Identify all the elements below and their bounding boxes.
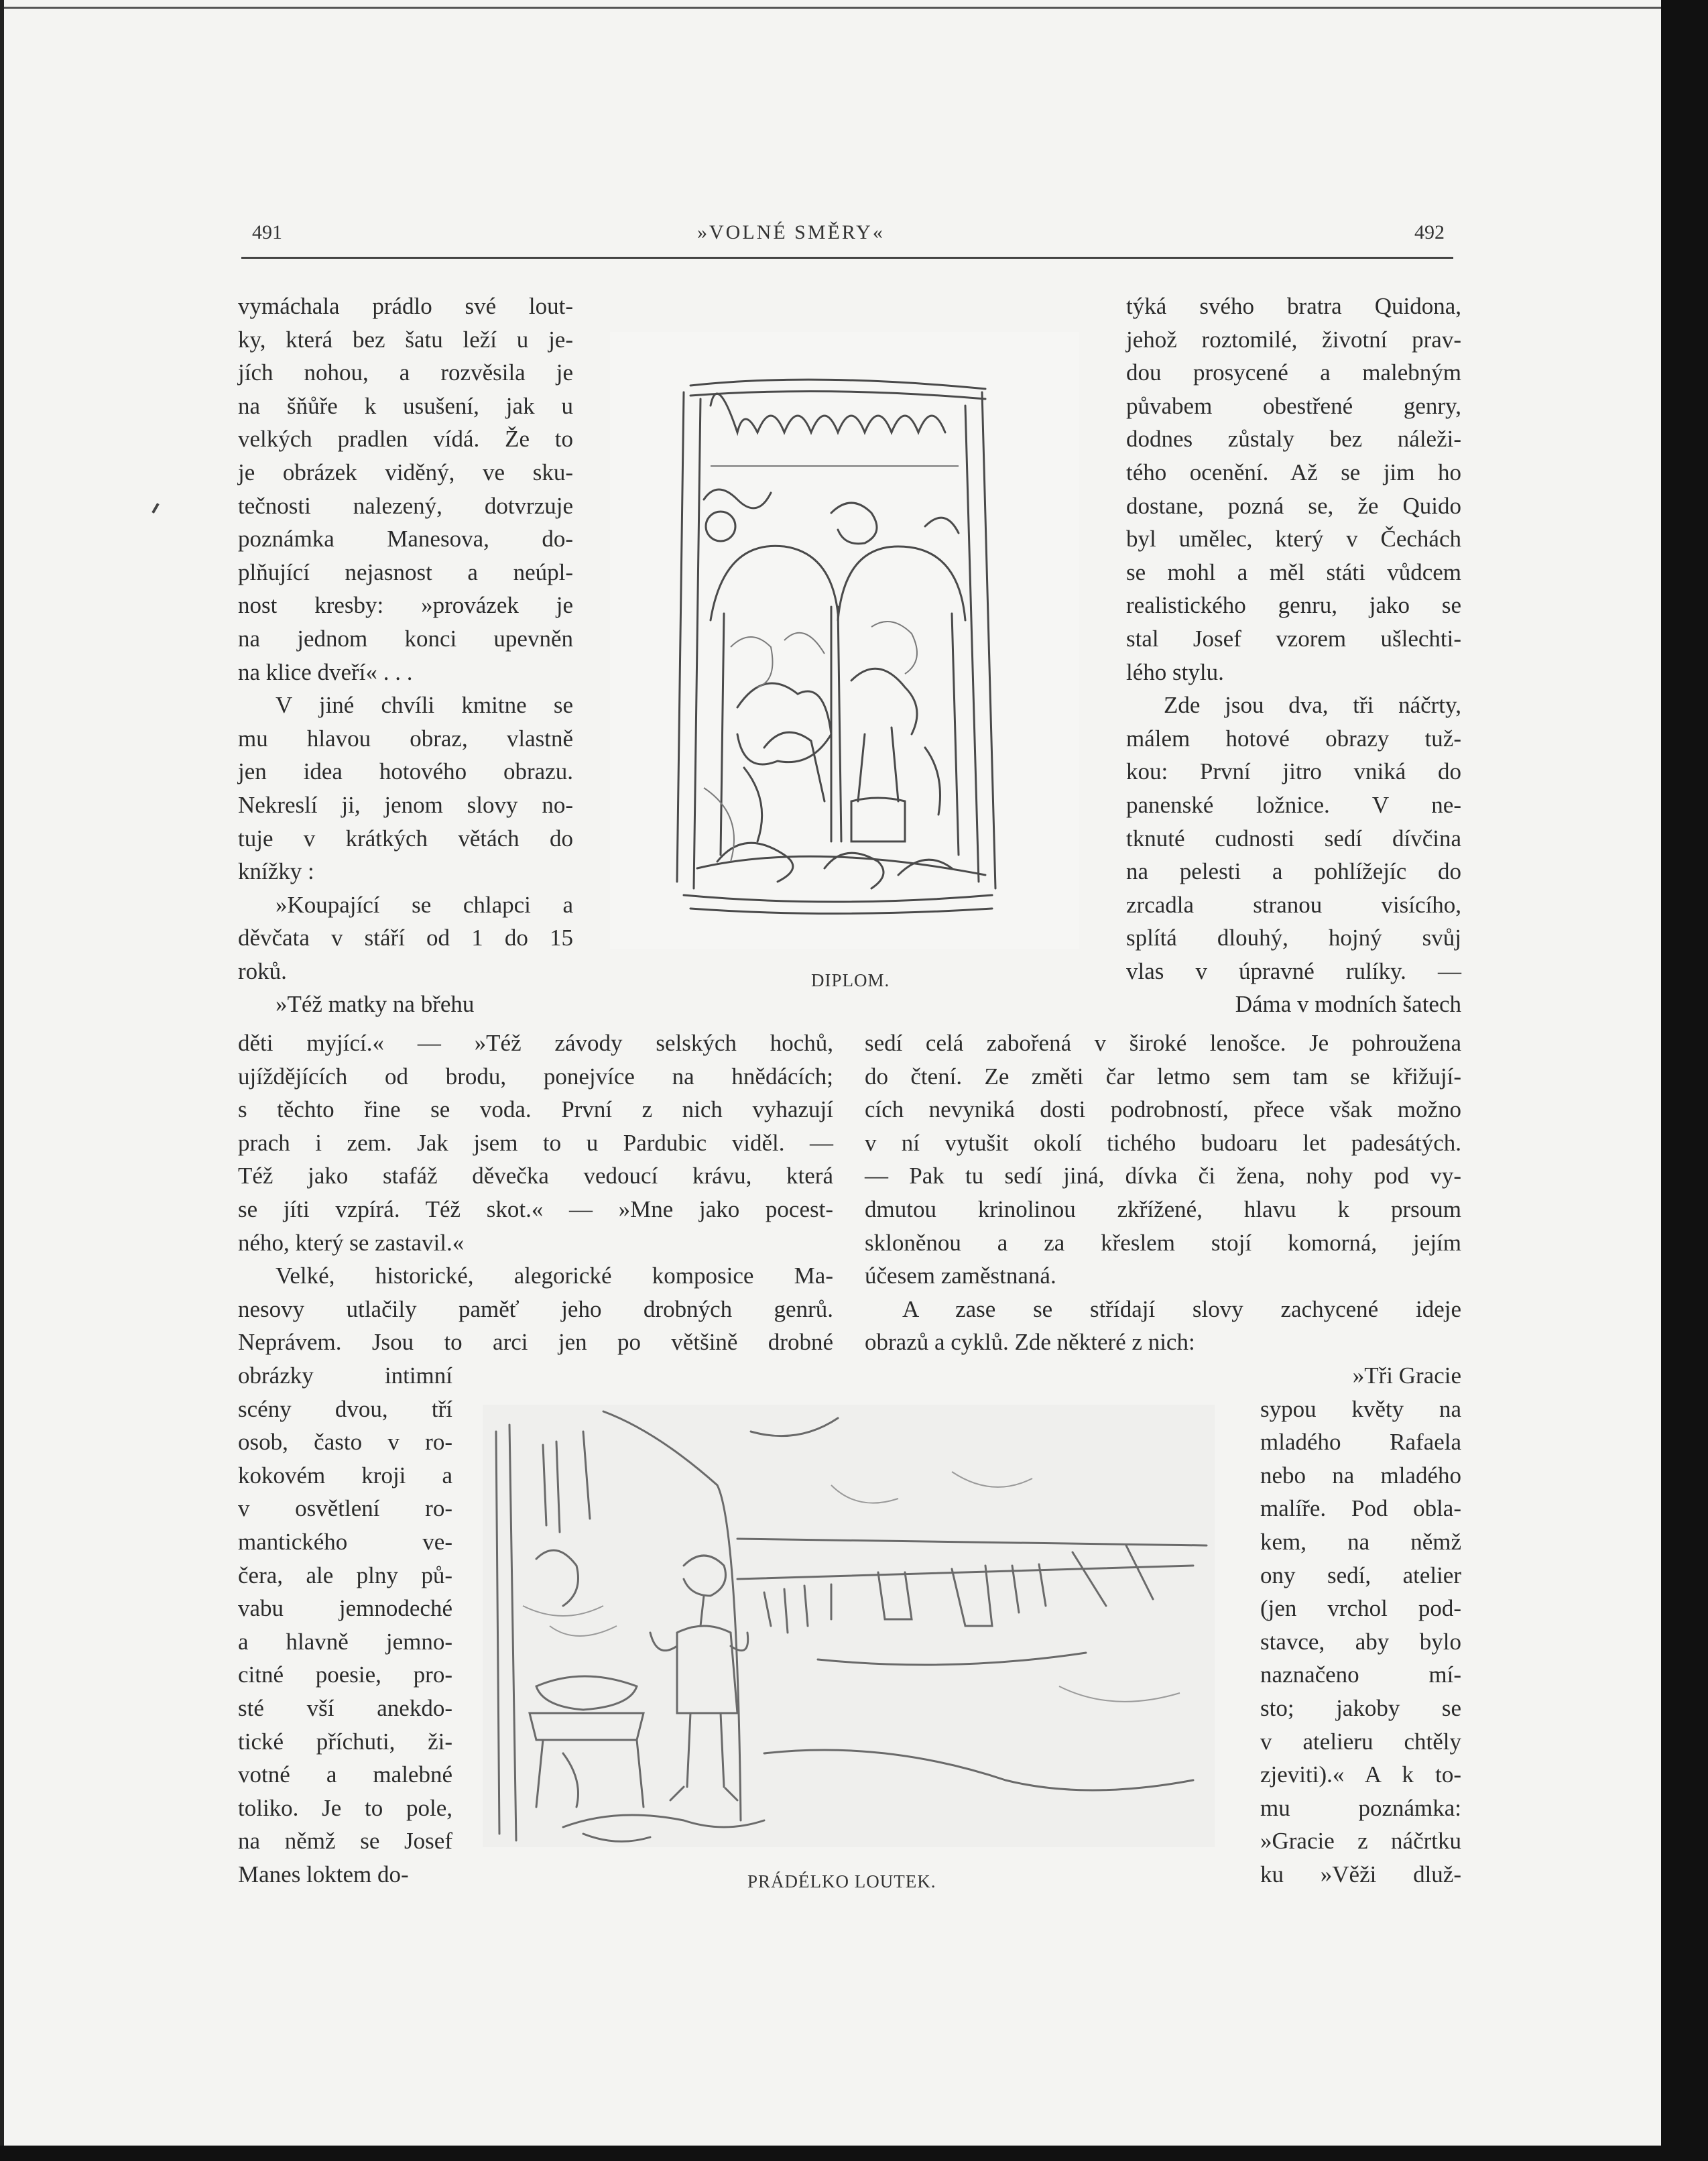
text-line: poznámka Manesova, do- xyxy=(238,526,573,552)
text-line: ujíždějících od brodu, ponejvíce na hnědácích; xyxy=(238,1063,833,1090)
text-line: realistického genru, jako se xyxy=(1126,592,1461,619)
text-line: jích nohou, a rozvěsila je xyxy=(238,359,573,386)
text-line: a hlavně jemno- xyxy=(238,1628,452,1655)
text-line: na jednom konci upevněn xyxy=(238,625,573,652)
text-line: vabu jemnodeché xyxy=(238,1595,452,1622)
bottom-page-edge xyxy=(0,2146,1708,2161)
text-line: půvabem obestřené genry, xyxy=(1126,392,1461,419)
text-line: dodnes zůstaly bez náleži- xyxy=(1126,426,1461,453)
text-line: do čtení. Ze změti čar letmo sem tam se křižují- xyxy=(865,1063,1461,1090)
text-line: ony sedí, atelier xyxy=(1260,1562,1461,1588)
text-line: Nekreslí ji, jenom slovy no- xyxy=(238,791,573,818)
text-line: obrázky intimní xyxy=(238,1362,452,1389)
text-line: stal Josef vzorem ušlechti- xyxy=(1126,625,1461,652)
text-line: byl umělec, který v Čechách xyxy=(1126,526,1461,552)
text-line: nost kresby: »provázek je xyxy=(238,592,573,619)
text-line: zjeviti).« A k to- xyxy=(1260,1761,1461,1788)
text-line: V jiné chvíli kmitne se xyxy=(276,692,573,719)
text-line: ku »Věži dluž- xyxy=(1260,1861,1461,1887)
page-number-left: 491 xyxy=(252,221,282,243)
text-line: málem hotové obrazy tuž- xyxy=(1126,725,1461,752)
text-line: ky, která bez šatu leží u je- xyxy=(238,326,573,353)
margin-mark xyxy=(151,503,159,514)
text-line: sto; jakoby se xyxy=(1260,1694,1461,1721)
text-line: cích nevyniká dosti podrobností, přece však možno xyxy=(865,1096,1461,1123)
text-column-left-top xyxy=(238,290,573,1021)
text-line: prach i zem. Jak jsem to u Pardubic viděl. — xyxy=(238,1129,833,1156)
text-line: citné poesie, pro- xyxy=(238,1661,452,1688)
text-line: čera, ale plny pů- xyxy=(238,1562,452,1588)
text-line: Neprávem. Jsou to arci jen po většině drobné xyxy=(238,1329,833,1356)
text-column-right-middle xyxy=(865,1027,1461,1359)
text-line: týká svého bratra Quidona, xyxy=(1126,293,1461,319)
text-line: skloněnou a za křeslem stojí komorná, jejím xyxy=(865,1229,1461,1256)
text-line: v ní vytušit okolí tichého budoaru let padesátých. xyxy=(865,1129,1461,1156)
text-line: sté vší anekdo- xyxy=(238,1694,452,1721)
text-line: (jen vrchol pod- xyxy=(1260,1595,1461,1622)
text-line: sedí celá zabořená v široké lenošce. Je pohroužena xyxy=(865,1030,1461,1056)
text-line: kem, na němž xyxy=(1260,1528,1461,1555)
text-line: toliko. Je to pole, xyxy=(238,1794,452,1821)
text-line: plňující nejasnost a neúpl- xyxy=(238,559,573,585)
text-line: kou: První jitro vniká do xyxy=(1126,758,1461,785)
text-line: lého stylu. xyxy=(1126,658,1224,685)
text-line: »Gracie z náčrtku xyxy=(1260,1828,1461,1855)
text-line: »Tři Gracie xyxy=(1352,1362,1461,1389)
top-edge-rule xyxy=(0,7,1661,9)
text-column-left-middle xyxy=(238,1027,833,1359)
text-line: v osvětlení ro- xyxy=(238,1495,452,1522)
text-line: naznačeno mí- xyxy=(1260,1661,1461,1688)
text-line: s těchto řine se voda. První z nich vyhazují xyxy=(238,1096,833,1123)
text-line: dmutou krinolinou zkřížené, hlavu k prsoum xyxy=(865,1195,1461,1222)
text-line: jen idea hotového obrazu. xyxy=(238,758,573,785)
text-column-left-bottom xyxy=(238,1359,452,1891)
page-number-right: 492 xyxy=(1414,221,1445,243)
text-line: se jíti vzpírá. Též skot.« — »Mne jako pocest- xyxy=(238,1195,833,1222)
text-line: panenské ložnice. V ne- xyxy=(1126,791,1461,818)
text-column-right-top xyxy=(1126,290,1461,1021)
text-line: na němž se Josef xyxy=(238,1828,452,1855)
text-line: účesem zaměstnaná. xyxy=(865,1263,1056,1289)
text-line: je obrázek viděný, ve sku- xyxy=(238,459,573,485)
text-line: splítá dlouhý, hojný svůj xyxy=(1126,925,1461,951)
text-line: scény dvou, tří xyxy=(238,1395,452,1422)
text-line: na klice dveří« . . . xyxy=(238,658,413,685)
text-line: malíře. Pod obla- xyxy=(1260,1495,1461,1522)
pradelko-loutek-sketch-figure xyxy=(483,1405,1215,1847)
caption-diplom: DIPLOM. xyxy=(811,970,890,990)
text-line: vlas v úpravné rulíky. — xyxy=(1126,957,1461,984)
text-line: děti myjící.« — »Též závody selských hochů, xyxy=(238,1030,833,1056)
text-line: zrcadla stranou visícího, xyxy=(1126,891,1461,918)
text-line: ného, který se zastavil.« xyxy=(238,1229,465,1256)
text-line: děvčata v stáří od 1 do 15 xyxy=(238,925,573,951)
caption-pradelko-loutek: PRÁDÉLKO LOUTEK. xyxy=(747,1871,936,1891)
text-line: »Koupající se chlapci a xyxy=(276,891,573,918)
text-line: mantického ve- xyxy=(238,1528,452,1555)
text-line: stavce, aby bylo xyxy=(1260,1628,1461,1655)
text-line: tknuté cudnosti sedí dívčina xyxy=(1126,825,1461,852)
text-line: jehož roztomilé, životní prav- xyxy=(1126,326,1461,353)
text-line: Zde jsou dva, tři náčrty, xyxy=(1164,692,1461,719)
text-line: votné a malebné xyxy=(238,1761,452,1788)
text-line: Manes loktem do- xyxy=(238,1861,409,1887)
text-line: vymáchala prádlo své lout- xyxy=(238,293,573,319)
text-line: dou prosycené a malebným xyxy=(1126,359,1461,386)
text-line: nesovy utlačily paměť jeho drobných genrů. xyxy=(238,1295,833,1322)
text-line: dostane, pozná se, že Quido xyxy=(1126,492,1461,519)
text-line: osob, často v ro- xyxy=(238,1429,452,1456)
diplom-sketch-figure xyxy=(610,332,1079,949)
text-line: obrazů a cyklů. Zde některé z nich: xyxy=(865,1329,1195,1356)
text-line: »Též matky na břehu xyxy=(276,991,475,1018)
text-line: se mohl a měl státi vůdcem xyxy=(1126,559,1461,585)
text-line: roků. xyxy=(238,957,287,984)
text-line: knížky : xyxy=(238,858,314,885)
right-page-edge xyxy=(1661,0,1708,2161)
text-line: — Pak tu sedí jiná, dívka či žena, nohy pod vy- xyxy=(865,1163,1461,1189)
text-column-right-bottom xyxy=(1260,1359,1461,1891)
text-line: kokovém kroji a xyxy=(238,1462,452,1488)
text-line: Velké, historické, alegorické komposice Ma- xyxy=(276,1263,833,1289)
text-line: A zase se střídají slovy zachycené ideje xyxy=(902,1295,1461,1322)
text-line: tého ocenění. Až se jim ho xyxy=(1126,459,1461,485)
text-line: na šňůře k usušení, jak u xyxy=(238,392,573,419)
text-line: mu hlavou obraz, vlastně xyxy=(238,725,573,752)
text-line: tické příchuti, ži- xyxy=(238,1728,452,1755)
text-line: tuje v krátkých větách do xyxy=(238,825,573,852)
text-line: velkých pradlen vídá. Že to xyxy=(238,426,573,453)
text-line: sypou květy na xyxy=(1260,1395,1461,1422)
text-line: tečnosti nalezený, dotvrzuje xyxy=(238,492,573,519)
text-line: Dáma v modních šatech xyxy=(1235,991,1461,1018)
left-page-edge xyxy=(0,0,4,2161)
text-line: mu poznámka: xyxy=(1260,1794,1461,1821)
header-rule xyxy=(241,257,1453,259)
text-line: v atelieru chtěly xyxy=(1260,1728,1461,1755)
text-line: nebo na mladého xyxy=(1260,1462,1461,1488)
text-line: na pelesti a pohlížejíc do xyxy=(1126,858,1461,885)
text-line: mladého Rafaela xyxy=(1260,1429,1461,1456)
running-title: »VOLNÉ SMĚRY« xyxy=(697,221,885,243)
text-line: Též jako stafáž děvečka vedoucí krávu, která xyxy=(238,1163,833,1189)
